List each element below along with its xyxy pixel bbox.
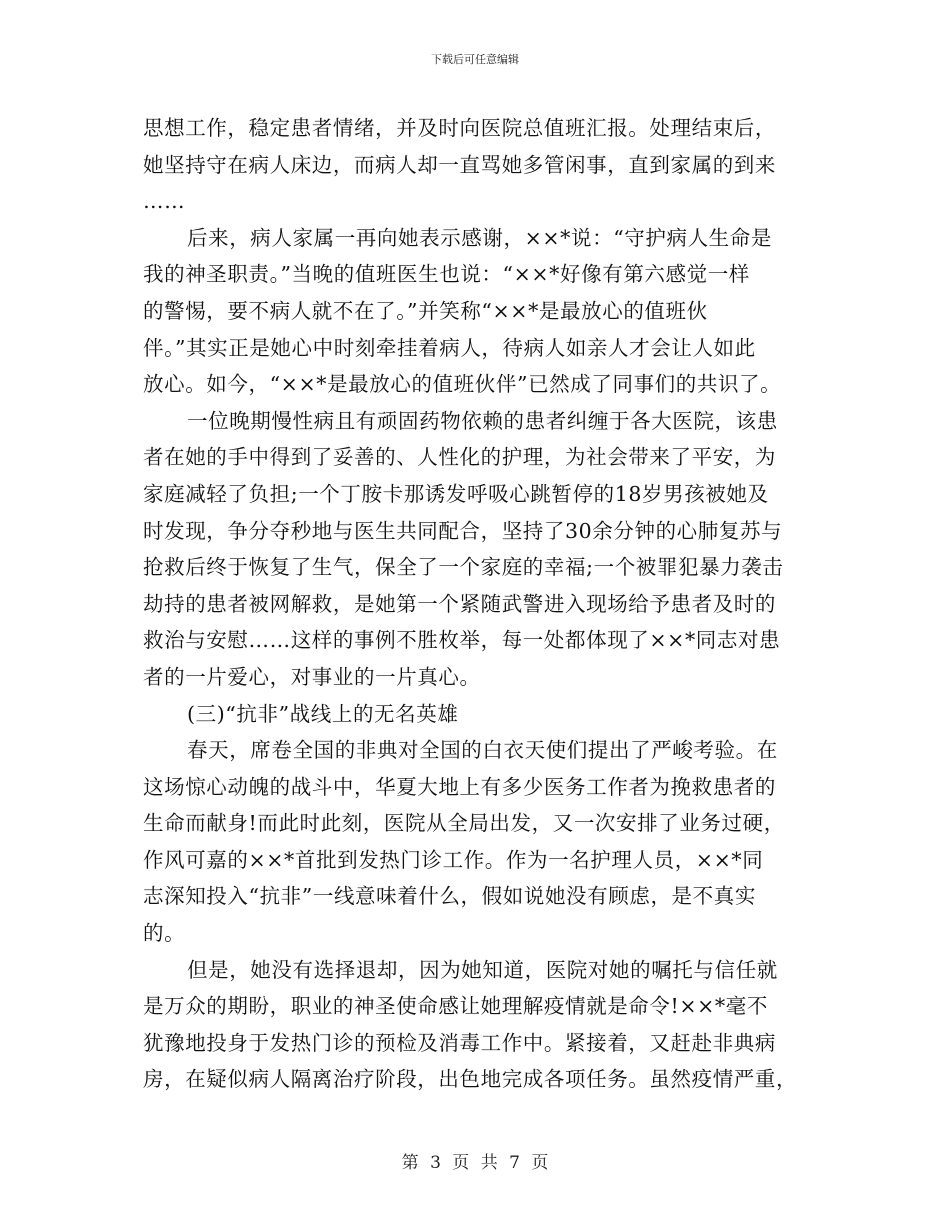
text-line: 抢救后终于恢复了生气，保全了一个家庭的幸福;一个被罪犯暴力袭击 (143, 555, 784, 580)
text-line: 的。 (143, 921, 186, 946)
text-line: 后来，病人家属一再向她表示感谢，××*说：“守护病人生命是 (187, 225, 772, 250)
text-line: 是万众的期盼，职业的神圣使命感让她理解疫情就是命令!××*毫不 (143, 994, 768, 1019)
text-line: 作风可嘉的××*首批到发热门诊工作。作为一名护理人员，××*同 (143, 847, 764, 872)
text-line: 救治与安慰……这样的事例不胜枚举，每一处都体现了××*同志对患 (143, 628, 781, 653)
page-header: 下载后可任意编辑 (431, 53, 519, 66)
text-line: 志深知投入“抗非”一线意味着什么，假如说她没有顾虑，是不真实 (143, 884, 756, 909)
section-heading: (三)“抗非”战线上的无名英雄 (187, 701, 459, 726)
text-line: 伴。”其实正是她心中时刻牵挂着病人，待病人如亲人才会让人如此 (143, 335, 756, 360)
text-line: 但是，她没有选择退却，因为她知道，医院对她的嘱托与信任就 (187, 957, 778, 982)
text-line: 我的神圣职责。”当晚的值班医生也说：“××*好像有第六感觉一样 (143, 262, 750, 287)
text-line: 一位晚期慢性病且有顽固药物依赖的患者纠缠于各大医院，该患 (187, 408, 778, 433)
text-line: 时发现，争分夺秒地与医生共同配合，坚持了30余分钟的心肺复苏与 (143, 518, 783, 543)
text-line: 的警惕，要不病人就不在了。”并笑称“××*是最放心的值班伙 (143, 298, 708, 323)
text-line: …… (143, 189, 186, 214)
text-line: 这场惊心动魄的战斗中，华夏大地上有多少医务工作者为挽救患者的 (143, 774, 776, 799)
text-line: 房，在疑似病人隔离治疗阶段，出色地完成各项任务。虽然疫情严重， (143, 1067, 798, 1092)
text-line: 者的一片爱心，对事业的一片真心。 (143, 664, 481, 689)
text-line: 放心。如今，“××*是最放心的值班伙伴”已然成了同事们的共识了。 (143, 372, 782, 397)
text-line: 劫持的患者被网解救，是她第一个紧随武警进入现场给予患者及时的 (143, 591, 776, 616)
text-line: 春天，席卷全国的非典对全国的白衣天使们提出了严峻考验。在 (187, 738, 778, 763)
text-line: 生命而献身!而此时此刻，医院从全局出发，又一次安排了业务过硬， (143, 811, 785, 836)
document-body (143, 110, 813, 1098)
page-number-footer: 第 3 页 共 7 页 (401, 1153, 549, 1173)
text-line: 犹豫地投身于发热门诊的预检及消毒工作中。紧接着，又赶赴非典病 (143, 1030, 776, 1055)
text-line: 家庭减轻了负担;一个丁胺卡那诱发呼吸心跳暂停的18岁男孩被她及 (143, 481, 769, 506)
text-line: 思想工作，稳定患者情绪，并及时向医院总值班汇报。处理结束后， (143, 116, 776, 140)
text-line: 者在她的手中得到了妥善的、人性化的护理，为社会带来了平安，为 (143, 445, 776, 470)
text-line: 她坚持守在病人床边，而病人却一直骂她多管闲事，直到家属的到来 (143, 152, 776, 177)
